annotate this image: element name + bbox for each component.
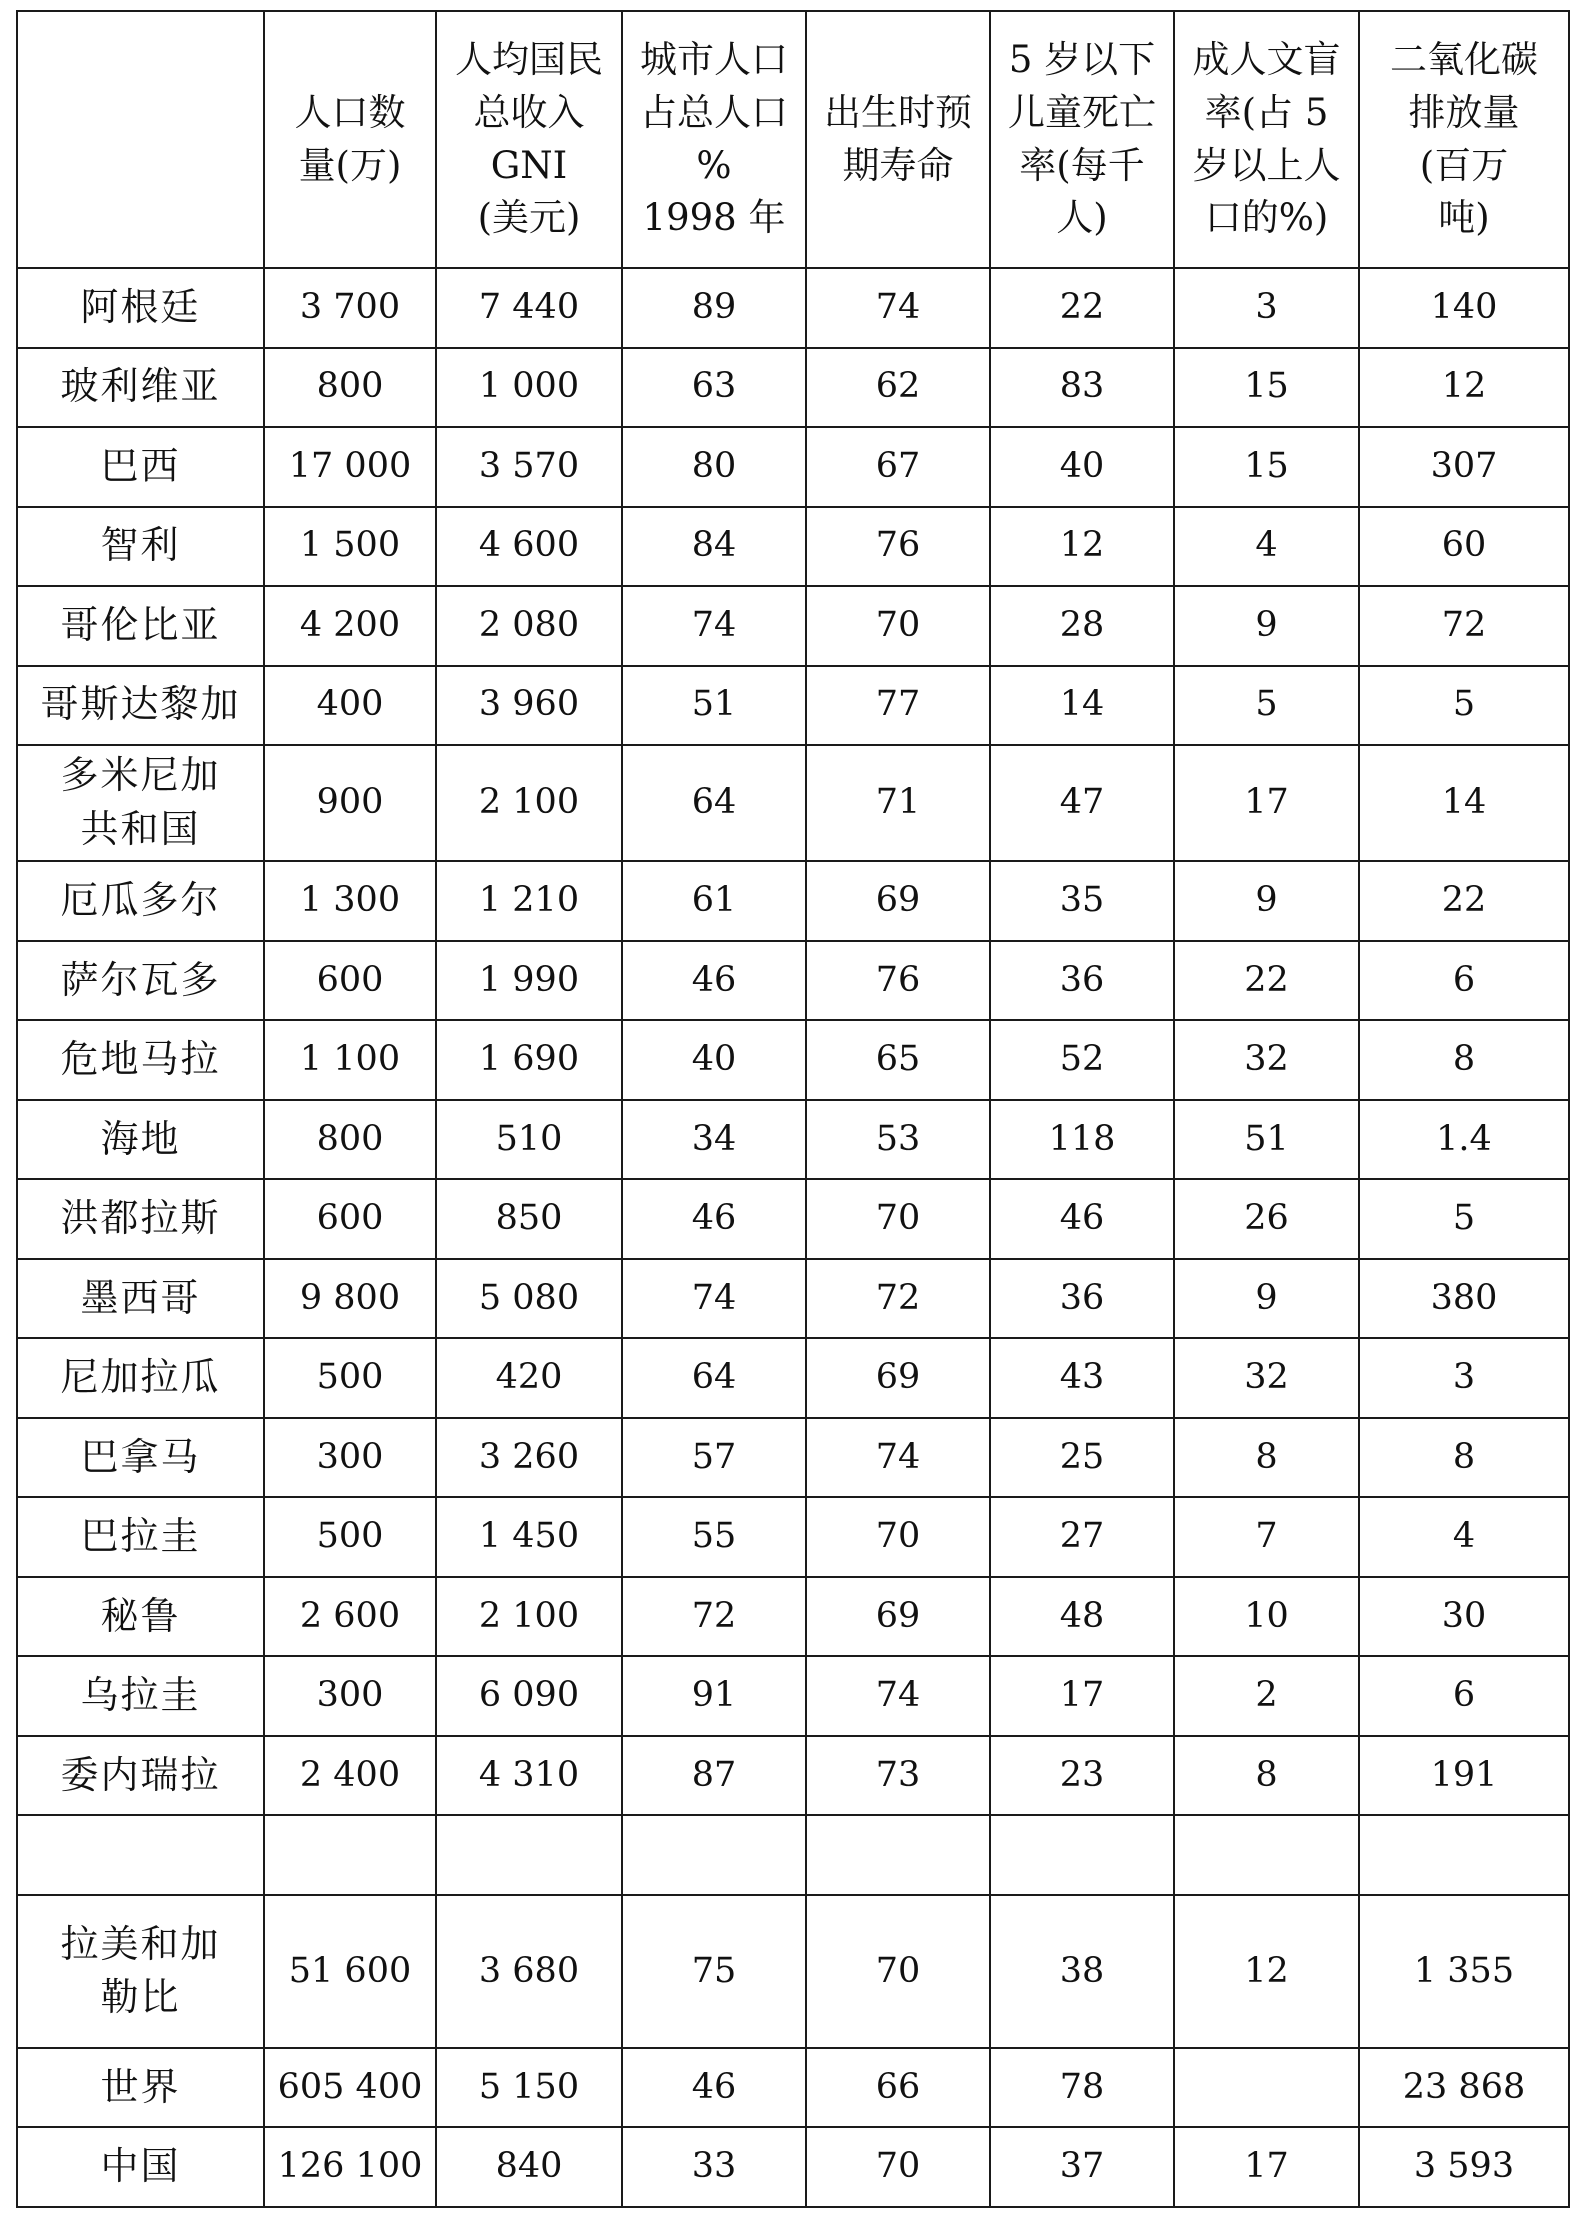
cell-urban-population: 33	[622, 2127, 806, 2207]
cell-gni-per-capita: 5 150	[436, 2048, 622, 2128]
header-co2-emissions	[1359, 11, 1569, 268]
cell-urban-population: 64	[622, 1338, 806, 1418]
table-row	[17, 427, 1569, 507]
text-line: 期寿命	[842, 143, 954, 187]
cell-urban-population: 51	[622, 666, 806, 746]
cell-gni-per-capita: 850	[436, 1179, 622, 1259]
cell-population: 1 300	[264, 861, 436, 941]
cell-gni-per-capita: 2 100	[436, 1577, 622, 1657]
country-name	[17, 1020, 264, 1100]
text-line: 巴拿马	[80, 1434, 201, 1479]
text-line: 城市人口	[640, 38, 788, 82]
cell-co2-emissions: 3	[1359, 1338, 1569, 1418]
cell-population: 500	[264, 1338, 436, 1418]
table-row	[17, 1020, 1569, 1100]
cell-population: 1 500	[264, 507, 436, 587]
text-line: 墨西哥	[80, 1275, 201, 1320]
cell-adult-illiteracy: 8	[1174, 1736, 1359, 1816]
cell-life-expectancy: 73	[806, 1736, 990, 1816]
text-line: 吨)	[1438, 196, 1490, 240]
cell-co2-emissions: 8	[1359, 1020, 1569, 1100]
cell-life-expectancy: 72	[806, 1259, 990, 1339]
country-name	[17, 268, 264, 348]
text-line: 多米尼加	[60, 753, 221, 798]
text-line: 尼加拉瓜	[60, 1355, 221, 1400]
table-row	[17, 2127, 1569, 2207]
cell-gni-per-capita: 7 440	[436, 268, 622, 348]
cell-co2-emissions: 1.4	[1359, 1100, 1569, 1180]
cell-population: 9 800	[264, 1259, 436, 1339]
text-line: 率(每千	[1019, 143, 1145, 187]
cell-life-expectancy: 74	[806, 268, 990, 348]
text-line: 委内瑞拉	[60, 1752, 221, 1797]
table-row	[17, 1418, 1569, 1498]
country-name	[17, 2048, 264, 2128]
cell-adult-illiteracy: 8	[1174, 1418, 1359, 1498]
cell-under5-mortality: 25	[990, 1418, 1174, 1498]
country-name	[17, 861, 264, 941]
cell-gni-per-capita: 3 260	[436, 1418, 622, 1498]
cell-gni-per-capita	[436, 1815, 622, 1895]
text-line: 二氧化碳	[1390, 38, 1538, 82]
text-line: 1998 年	[642, 196, 786, 240]
country-name	[17, 1815, 264, 1895]
cell-urban-population: 46	[622, 941, 806, 1021]
country-name	[17, 1895, 264, 2048]
table-row	[17, 1100, 1569, 1180]
cell-population: 2 600	[264, 1577, 436, 1657]
cell-co2-emissions: 22	[1359, 861, 1569, 941]
cell-population: 2 400	[264, 1736, 436, 1816]
text-line: 阿根廷	[80, 284, 201, 329]
table-row	[17, 861, 1569, 941]
cell-urban-population: 80	[622, 427, 806, 507]
cell-under5-mortality: 46	[990, 1179, 1174, 1259]
text-line: 厄瓜多尔	[60, 878, 221, 923]
country-name	[17, 1577, 264, 1657]
text-line: 巴拉圭	[80, 1514, 201, 1559]
text-line: 5 岁以下	[1008, 38, 1156, 82]
cell-co2-emissions: 6	[1359, 941, 1569, 1021]
cell-gni-per-capita: 4 600	[436, 507, 622, 587]
text-line: 占总人口	[640, 90, 788, 134]
cell-urban-population: 84	[622, 507, 806, 587]
country-name	[17, 1418, 264, 1498]
cell-urban-population	[622, 1815, 806, 1895]
cell-gni-per-capita: 5 080	[436, 1259, 622, 1339]
text-line: 乌拉圭	[80, 1673, 201, 1718]
cell-under5-mortality: 43	[990, 1338, 1174, 1418]
country-name	[17, 1338, 264, 1418]
cell-gni-per-capita: 2 100	[436, 745, 622, 861]
country-name	[17, 1100, 264, 1180]
text-line: 总收入	[473, 90, 585, 134]
cell-population: 300	[264, 1418, 436, 1498]
country-name	[17, 1736, 264, 1816]
table-row	[17, 1259, 1569, 1339]
cell-population: 500	[264, 1497, 436, 1577]
table-row	[17, 1815, 1569, 1895]
header-population	[264, 11, 436, 268]
country-name	[17, 941, 264, 1021]
country-name	[17, 586, 264, 666]
cell-urban-population: 57	[622, 1418, 806, 1498]
cell-adult-illiteracy: 9	[1174, 1259, 1359, 1339]
cell-population	[264, 1815, 436, 1895]
cell-gni-per-capita: 3 680	[436, 1895, 622, 2048]
cell-population: 17 000	[264, 427, 436, 507]
cell-life-expectancy: 70	[806, 2127, 990, 2207]
cell-under5-mortality: 36	[990, 1259, 1174, 1339]
cell-urban-population: 74	[622, 586, 806, 666]
cell-population: 51 600	[264, 1895, 436, 2048]
cell-urban-population: 40	[622, 1020, 806, 1100]
text-line: 成人文盲	[1192, 38, 1341, 82]
cell-adult-illiteracy: 17	[1174, 2127, 1359, 2207]
cell-co2-emissions: 140	[1359, 268, 1569, 348]
cell-gni-per-capita: 4 310	[436, 1736, 622, 1816]
statistics-table	[16, 10, 1570, 2208]
cell-life-expectancy: 65	[806, 1020, 990, 1100]
cell-under5-mortality: 27	[990, 1497, 1174, 1577]
cell-under5-mortality: 22	[990, 268, 1174, 348]
cell-urban-population: 63	[622, 348, 806, 428]
cell-population: 300	[264, 1656, 436, 1736]
cell-under5-mortality: 48	[990, 1577, 1174, 1657]
cell-life-expectancy: 66	[806, 2048, 990, 2128]
text-line: 口的%)	[1204, 196, 1329, 240]
cell-population: 600	[264, 1179, 436, 1259]
cell-under5-mortality: 17	[990, 1656, 1174, 1736]
cell-urban-population: 46	[622, 1179, 806, 1259]
text-line: 岁以上人	[1192, 143, 1341, 187]
cell-adult-illiteracy: 32	[1174, 1020, 1359, 1100]
cell-co2-emissions: 12	[1359, 348, 1569, 428]
text-line: 秘鲁	[100, 1593, 181, 1638]
cell-adult-illiteracy: 17	[1174, 745, 1359, 861]
table-row	[17, 348, 1569, 428]
cell-gni-per-capita: 2 080	[436, 586, 622, 666]
cell-adult-illiteracy: 10	[1174, 1577, 1359, 1657]
cell-population: 3 700	[264, 268, 436, 348]
cell-life-expectancy: 76	[806, 507, 990, 587]
text-line: 萨尔瓦多	[60, 957, 221, 1002]
cell-gni-per-capita: 840	[436, 2127, 622, 2207]
country-name	[17, 348, 264, 428]
cell-under5-mortality: 38	[990, 1895, 1174, 2048]
cell-co2-emissions: 60	[1359, 507, 1569, 587]
header-under5-mortality	[990, 11, 1174, 268]
cell-life-expectancy: 77	[806, 666, 990, 746]
table-row	[17, 268, 1569, 348]
country-name	[17, 1656, 264, 1736]
table-row	[17, 1338, 1569, 1418]
cell-adult-illiteracy: 7	[1174, 1497, 1359, 1577]
cell-urban-population: 91	[622, 1656, 806, 1736]
country-name	[17, 666, 264, 746]
cell-adult-illiteracy: 26	[1174, 1179, 1359, 1259]
text-line: 人)	[1056, 196, 1108, 240]
table-row	[17, 507, 1569, 587]
cell-co2-emissions: 8	[1359, 1418, 1569, 1498]
cell-adult-illiteracy: 51	[1174, 1100, 1359, 1180]
table-row	[17, 941, 1569, 1021]
text-line: 勒比	[100, 1975, 181, 2020]
cell-population: 800	[264, 348, 436, 428]
country-name	[17, 1259, 264, 1339]
cell-life-expectancy: 70	[806, 586, 990, 666]
cell-under5-mortality: 28	[990, 586, 1174, 666]
text-line: 排放量	[1408, 90, 1520, 134]
text-line: 拉美和加	[60, 1921, 221, 1966]
cell-life-expectancy: 70	[806, 1497, 990, 1577]
text-line: 人均国民	[455, 38, 603, 82]
cell-adult-illiteracy: 12	[1174, 1895, 1359, 2048]
table-row	[17, 745, 1569, 861]
table-row	[17, 1577, 1569, 1657]
cell-adult-illiteracy: 22	[1174, 941, 1359, 1021]
cell-urban-population: 34	[622, 1100, 806, 1180]
cell-urban-population: 55	[622, 1497, 806, 1577]
cell-co2-emissions: 5	[1359, 1179, 1569, 1259]
cell-co2-emissions: 3 593	[1359, 2127, 1569, 2207]
cell-population: 600	[264, 941, 436, 1021]
cell-adult-illiteracy: 4	[1174, 507, 1359, 587]
text-line: 儿童死亡	[1008, 90, 1156, 134]
table-row	[17, 1497, 1569, 1577]
table-row	[17, 666, 1569, 746]
text-line: %	[696, 143, 732, 187]
cell-under5-mortality: 118	[990, 1100, 1174, 1180]
cell-life-expectancy: 69	[806, 861, 990, 941]
text-line: 率(占 5	[1204, 90, 1329, 134]
cell-co2-emissions: 72	[1359, 586, 1569, 666]
cell-co2-emissions: 5	[1359, 666, 1569, 746]
cell-life-expectancy: 74	[806, 1418, 990, 1498]
cell-urban-population: 75	[622, 1895, 806, 2048]
text-line: 共和国	[80, 807, 201, 852]
cell-co2-emissions: 4	[1359, 1497, 1569, 1577]
cell-under5-mortality: 47	[990, 745, 1174, 861]
cell-co2-emissions: 14	[1359, 745, 1569, 861]
cell-co2-emissions: 1 355	[1359, 1895, 1569, 2048]
cell-population: 400	[264, 666, 436, 746]
text-line: 危地马拉	[60, 1037, 221, 1082]
text-line: 人口数	[294, 90, 406, 134]
cell-under5-mortality: 12	[990, 507, 1174, 587]
cell-urban-population: 46	[622, 2048, 806, 2128]
header-adult-illiteracy	[1174, 11, 1359, 268]
cell-adult-illiteracy: 3	[1174, 268, 1359, 348]
cell-life-expectancy: 62	[806, 348, 990, 428]
cell-co2-emissions: 6	[1359, 1656, 1569, 1736]
cell-gni-per-capita: 3 960	[436, 666, 622, 746]
cell-life-expectancy: 74	[806, 1656, 990, 1736]
cell-adult-illiteracy: 9	[1174, 861, 1359, 941]
text-line: (百万	[1419, 143, 1509, 187]
text-line: 玻利维亚	[60, 364, 221, 409]
cell-gni-per-capita: 1 000	[436, 348, 622, 428]
text-line: 哥斯达黎加	[40, 682, 241, 727]
cell-gni-per-capita: 510	[436, 1100, 622, 1180]
text-line: 巴西	[100, 443, 181, 488]
cell-co2-emissions: 23 868	[1359, 2048, 1569, 2128]
cell-life-expectancy: 70	[806, 1179, 990, 1259]
header-urban-population	[622, 11, 806, 268]
cell-population: 800	[264, 1100, 436, 1180]
text-line: 智利	[100, 523, 181, 568]
cell-adult-illiteracy: 5	[1174, 666, 1359, 746]
cell-urban-population: 72	[622, 1577, 806, 1657]
country-name	[17, 507, 264, 587]
cell-life-expectancy: 71	[806, 745, 990, 861]
cell-co2-emissions	[1359, 1815, 1569, 1895]
cell-gni-per-capita: 1 690	[436, 1020, 622, 1100]
table-row	[17, 1656, 1569, 1736]
cell-under5-mortality: 23	[990, 1736, 1174, 1816]
text-line: 海地	[100, 1116, 181, 1161]
cell-adult-illiteracy: 32	[1174, 1338, 1359, 1418]
cell-co2-emissions: 191	[1359, 1736, 1569, 1816]
cell-population: 126 100	[264, 2127, 436, 2207]
cell-gni-per-capita: 1 990	[436, 941, 622, 1021]
cell-under5-mortality	[990, 1815, 1174, 1895]
table-row	[17, 1736, 1569, 1816]
table-row	[17, 2048, 1569, 2128]
table-row	[17, 1895, 1569, 2048]
text-line: 出生时预	[824, 90, 972, 134]
header-country	[17, 11, 264, 268]
country-name	[17, 745, 264, 861]
cell-urban-population: 74	[622, 1259, 806, 1339]
country-name	[17, 1179, 264, 1259]
cell-under5-mortality: 40	[990, 427, 1174, 507]
header-gni-per-capita	[436, 11, 622, 268]
cell-life-expectancy: 69	[806, 1338, 990, 1418]
text-line: 哥伦比亚	[60, 602, 221, 647]
cell-population: 1 100	[264, 1020, 436, 1100]
cell-adult-illiteracy: 2	[1174, 1656, 1359, 1736]
country-name	[17, 427, 264, 507]
header-row	[17, 11, 1569, 268]
cell-under5-mortality: 78	[990, 2048, 1174, 2128]
table-body	[17, 268, 1569, 2207]
cell-gni-per-capita: 1 210	[436, 861, 622, 941]
table-row	[17, 586, 1569, 666]
cell-under5-mortality: 35	[990, 861, 1174, 941]
cell-co2-emissions: 380	[1359, 1259, 1569, 1339]
cell-adult-illiteracy	[1174, 1815, 1359, 1895]
cell-life-expectancy: 69	[806, 1577, 990, 1657]
cell-adult-illiteracy	[1174, 2048, 1359, 2128]
cell-co2-emissions: 30	[1359, 1577, 1569, 1657]
cell-urban-population: 64	[622, 745, 806, 861]
cell-under5-mortality: 52	[990, 1020, 1174, 1100]
cell-life-expectancy: 70	[806, 1895, 990, 2048]
cell-adult-illiteracy: 15	[1174, 427, 1359, 507]
cell-gni-per-capita: 6 090	[436, 1656, 622, 1736]
country-name	[17, 2127, 264, 2207]
cell-adult-illiteracy: 9	[1174, 586, 1359, 666]
cell-under5-mortality: 36	[990, 941, 1174, 1021]
text-line: 量(万)	[298, 143, 402, 187]
table-row	[17, 1179, 1569, 1259]
cell-under5-mortality: 83	[990, 348, 1174, 428]
header-life-expectancy	[806, 11, 990, 268]
cell-life-expectancy: 76	[806, 941, 990, 1021]
country-name	[17, 1497, 264, 1577]
cell-adult-illiteracy: 15	[1174, 348, 1359, 428]
cell-population: 4 200	[264, 586, 436, 666]
cell-life-expectancy: 53	[806, 1100, 990, 1180]
cell-under5-mortality: 14	[990, 666, 1174, 746]
cell-urban-population: 61	[622, 861, 806, 941]
text-line: 中国	[100, 2144, 181, 2189]
text-line: 洪都拉斯	[60, 1196, 221, 1241]
cell-gni-per-capita: 3 570	[436, 427, 622, 507]
cell-population: 605 400	[264, 2048, 436, 2128]
cell-life-expectancy	[806, 1815, 990, 1895]
cell-co2-emissions: 307	[1359, 427, 1569, 507]
cell-gni-per-capita: 1 450	[436, 1497, 622, 1577]
cell-population: 900	[264, 745, 436, 861]
cell-life-expectancy: 67	[806, 427, 990, 507]
cell-gni-per-capita: 420	[436, 1338, 622, 1418]
cell-urban-population: 87	[622, 1736, 806, 1816]
text-line: 世界	[100, 2064, 181, 2109]
text-line: (美元)	[477, 196, 581, 240]
cell-urban-population: 89	[622, 268, 806, 348]
text-line: GNI	[490, 143, 568, 187]
cell-under5-mortality: 37	[990, 2127, 1174, 2207]
